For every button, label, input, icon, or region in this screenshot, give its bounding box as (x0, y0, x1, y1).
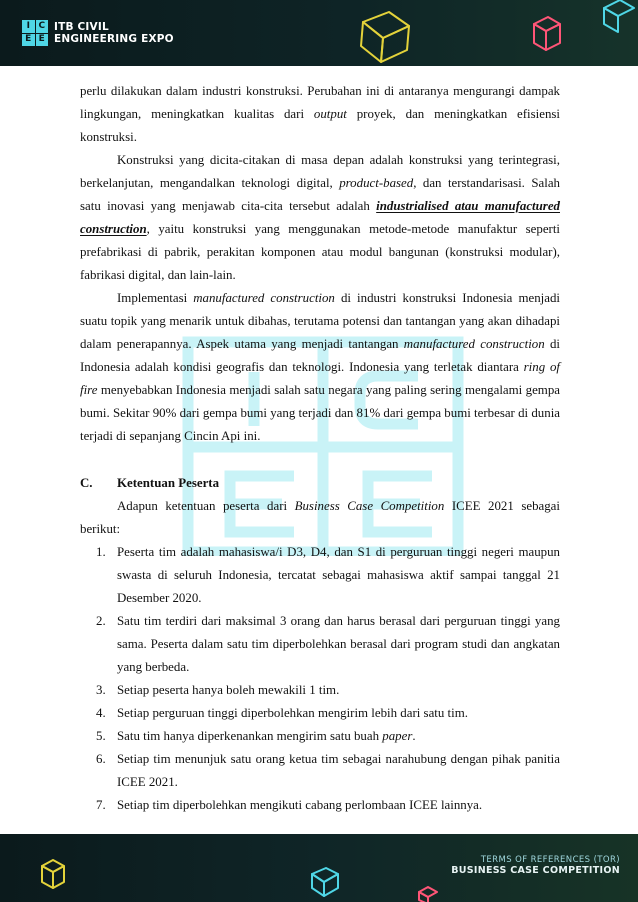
logo-letter: E (36, 34, 49, 47)
brand-line-1: ITB CIVIL (54, 21, 109, 33)
brand-line-2: ENGINEERING EXPO (54, 33, 174, 45)
icee-logo (22, 20, 48, 46)
cube-icon (416, 884, 440, 902)
page-header (0, 0, 638, 66)
footer-line-2: BUSINESS CASE COMPETITION (451, 865, 620, 876)
cube-icon (38, 856, 68, 892)
section-intro: Adapun ketentuan peserta dari Business Case Competition ICEE 2021 sebagai berikut: (80, 499, 560, 536)
section-letter: C. (80, 476, 93, 490)
cube-icon (355, 8, 415, 66)
section-heading (80, 472, 560, 495)
brand-name (54, 21, 174, 45)
cube-icon (598, 0, 638, 34)
list-item: 6. Setiap tim menunjuk satu orang ketua tim sebagai narahubung dengan pihak panitia ICEE 2021. (96, 752, 560, 789)
list-item: 5. Satu tim hanya diperkenankan mengirim satu buah paper. (96, 729, 416, 743)
document-body (80, 80, 560, 817)
logo-letter: I (22, 20, 35, 33)
paragraph: Implementasi manufactured construction di industri konstruksi Indonesia menjadi suatu topik yang menarik untuk dibahas, terutama potensi dan tantangan yang akan dihadapi dalam penerapannya. Aspek utama yang menjadi tantangan manufactured construction di Indonesia adalah kondisi geografis dan teknologi. Indonesia yang terletak diantara ring of fire menyebabkan Indonesia menjadi salah satu negara yang paling sering mengalami gempa bumi. Sekitar 90% dari gempa bumi yang terjadi dan 81% dari gempa bumi terbesar di dunia terjadi di sepanjang Cincin Api ini. (80, 291, 560, 443)
list-item: 1. Peserta tim adalah mahasiswa/i D3, D4, dan S1 di perguruan tinggi negeri maupun swasta di seluruh Indonesia, tercatat sebagai mahasiswa aktif sampai tanggal 21 Desember 2020. (96, 545, 560, 605)
list-item: 7. Setiap tim diperbolehkan mengikuti cabang perlombaan ICEE lainnya. (96, 798, 483, 812)
list-item: 3. Setiap peserta hanya boleh mewakili 1 tim. (96, 683, 340, 697)
section-title: Ketentuan Peserta (117, 476, 220, 490)
cube-icon (530, 14, 564, 54)
paragraph: Konstruksi yang dicita-citakan di masa depan adalah konstruksi yang terintegrasi, berkelanjutan, mengandalkan teknologi digital, product-based, dan terstandarisasi. Salah satu inovasi yang menjawab cita-cita tersebut adalah industrialised atau manufactured construction, yaitu konstruksi yang menggunakan metode-metode manufaktur seperti prefabrikasi di pabrik, perakitan komponen atau modul bangunan (konstruksi modular), fabrikasi digital, dan lain-lain. (80, 153, 560, 282)
footer-line-1: TERMS OF REFERENCES (TOR) (480, 855, 620, 865)
cube-icon (306, 864, 344, 898)
footer-title (451, 855, 620, 876)
logo-letter: C (36, 20, 49, 33)
requirements-list (80, 541, 560, 817)
list-item: 2. Satu tim terdiri dari maksimal 3 orang dan harus berasal dari perguruan tinggi yang sama. Peserta dalam satu tim diperbolehkan berasal dari program studi dan angkatan yang berbeda. (96, 614, 560, 674)
logo-letter: E (22, 34, 35, 47)
list-item: 4. Setiap perguruan tinggi diperbolehkan mengirim lebih dari satu tim. (96, 706, 468, 720)
paragraph: perlu dilakukan dalam industri konstruksi. Perubahan ini di antaranya mengurangi dampak lingkungan, meningkatkan kualitas dari output proyek, dan meningkatkan efisiensi konstruksi. (80, 84, 560, 144)
